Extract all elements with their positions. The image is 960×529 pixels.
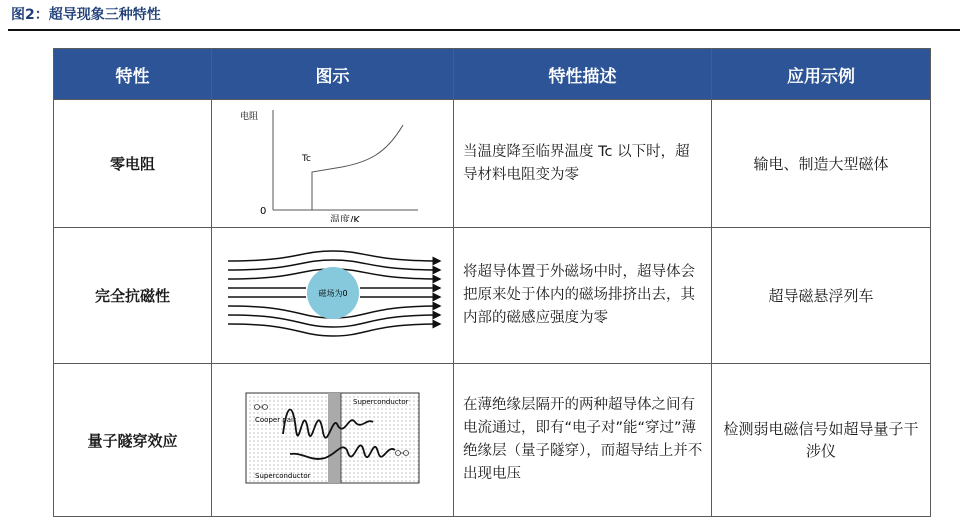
header-description: 特性描述: [454, 49, 712, 100]
header-property: 特性: [54, 49, 212, 100]
description-cell: 当温度降至临界温度 Tc 以下时，超导材料电阻变为零: [454, 100, 712, 228]
meissner-effect-diagram: [218, 249, 448, 339]
resistance-curve: [312, 125, 403, 210]
x-axis-label: 温度/K: [329, 214, 360, 222]
property-cell: 零电阻: [54, 100, 212, 228]
description-cell: 将超导体置于外磁场中时，超导体会把原来处于体内的磁场排挤出去，其内部的磁感应强度为零: [454, 228, 712, 364]
figure-cell: [212, 100, 454, 228]
property-cell: 完全抗磁性: [54, 228, 212, 364]
figure-title: 图2：超导现象三种特性: [11, 7, 161, 23]
superconductor-label-top: Superconductor: [353, 398, 409, 406]
title-rule: [8, 29, 960, 31]
description-cell: 在薄绝缘层隔开的两种超导体之间有电流通过，即有“电子对”能“穿过”薄绝缘层（量子隧穿），而超导结上并不出现电压: [454, 364, 712, 517]
cooper-pair-label: Cooper pair: [255, 416, 296, 424]
insulating-barrier: [328, 393, 341, 483]
table-header-row: [54, 49, 931, 100]
zero-field-label: 磁场为0: [317, 288, 348, 298]
y-axis-label: 电阻: [239, 111, 258, 122]
figure-cell: [212, 364, 454, 517]
application-cell: 超导磁悬浮列车: [712, 228, 931, 364]
application-cell: 输电、制造大型磁体: [712, 100, 931, 228]
zero-resistance-graph: [218, 102, 448, 222]
origin-label: 0: [259, 205, 266, 217]
application-cell: 检测弱电磁信号如超导量子干涉仪: [712, 364, 931, 517]
figure-cell: [212, 228, 454, 364]
property-cell: 量子隧穿效应: [54, 364, 212, 517]
table-row: [54, 228, 931, 364]
superconductor-label-bottom: Superconductor: [255, 472, 311, 480]
tc-label: Tc: [301, 153, 311, 164]
header-figure: 图示: [212, 49, 454, 100]
tunneling-diagram: [245, 392, 420, 484]
superconductivity-table: [53, 48, 931, 517]
table-row: [54, 364, 931, 517]
table-row: [54, 100, 931, 228]
header-application: 应用示例: [712, 49, 931, 100]
